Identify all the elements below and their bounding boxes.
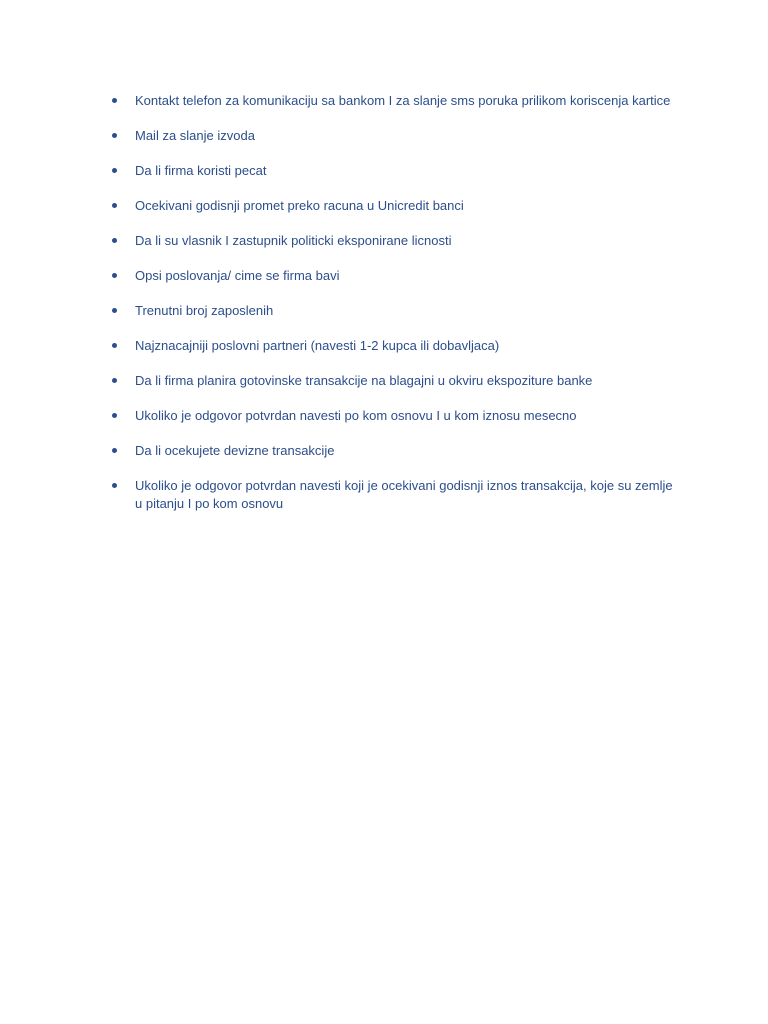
- bullet-icon: [112, 168, 117, 173]
- list-item-text: Da li firma planira gotovinske transakcije na blagajni u okviru ekspoziture banke: [135, 373, 593, 388]
- list-item-text: Kontakt telefon za komunikaciju sa bankom I za slanje sms poruka prilikom koriscenja kartice: [135, 93, 671, 108]
- list-item-text: Ukoliko je odgovor potvrdan navesti koji je ocekivani godisnji iznos transakcija, koje su zemlje u pitanju I po kom osnovu: [135, 478, 673, 511]
- list-item-text: Mail za slanje izvoda: [135, 128, 255, 143]
- bullet-icon: [112, 273, 117, 278]
- bullet-icon: [112, 133, 117, 138]
- list-item-text: Trenutni broj zaposlenih: [135, 303, 274, 318]
- list-item-text: Ocekivani godisnji promet preko racuna u Unicredit banci: [135, 198, 464, 213]
- list-item: [110, 442, 680, 460]
- bullet-icon: [112, 343, 117, 348]
- bullet-icon: [112, 238, 117, 243]
- list-item-text: Opsi poslovanja/ cime se firma bavi: [135, 268, 340, 283]
- list-item: [110, 127, 680, 145]
- list-item-text: Da li su vlasnik I zastupnik politicki eksponirane licnosti: [135, 233, 452, 248]
- list-item: [110, 372, 680, 390]
- list-item-text: Ukoliko je odgovor potvrdan navesti po kom osnovu I u kom iznosu mesecno: [135, 408, 577, 423]
- bullet-icon: [112, 308, 117, 313]
- list-item: [110, 337, 680, 355]
- list-item: [110, 162, 680, 180]
- list-item: [110, 92, 680, 110]
- list-item-text: Najznacajniji poslovni partneri (navesti 1-2 kupca ili dobavljaca): [135, 338, 500, 353]
- bullet-icon: [112, 483, 117, 488]
- bullet-list: [110, 92, 680, 530]
- list-item: [110, 267, 680, 285]
- bullet-icon: [112, 448, 117, 453]
- list-item-text: Da li firma koristi pecat: [135, 163, 267, 178]
- bullet-icon: [112, 98, 117, 103]
- list-item: [110, 197, 680, 215]
- bullet-icon: [112, 413, 117, 418]
- bullet-icon: [112, 378, 117, 383]
- list-item: [110, 232, 680, 250]
- list-item: [110, 302, 680, 320]
- list-item-text: Da li ocekujete devizne transakcije: [135, 443, 335, 458]
- bullet-icon: [112, 203, 117, 208]
- list-item: [110, 407, 680, 425]
- list-item: [110, 477, 680, 513]
